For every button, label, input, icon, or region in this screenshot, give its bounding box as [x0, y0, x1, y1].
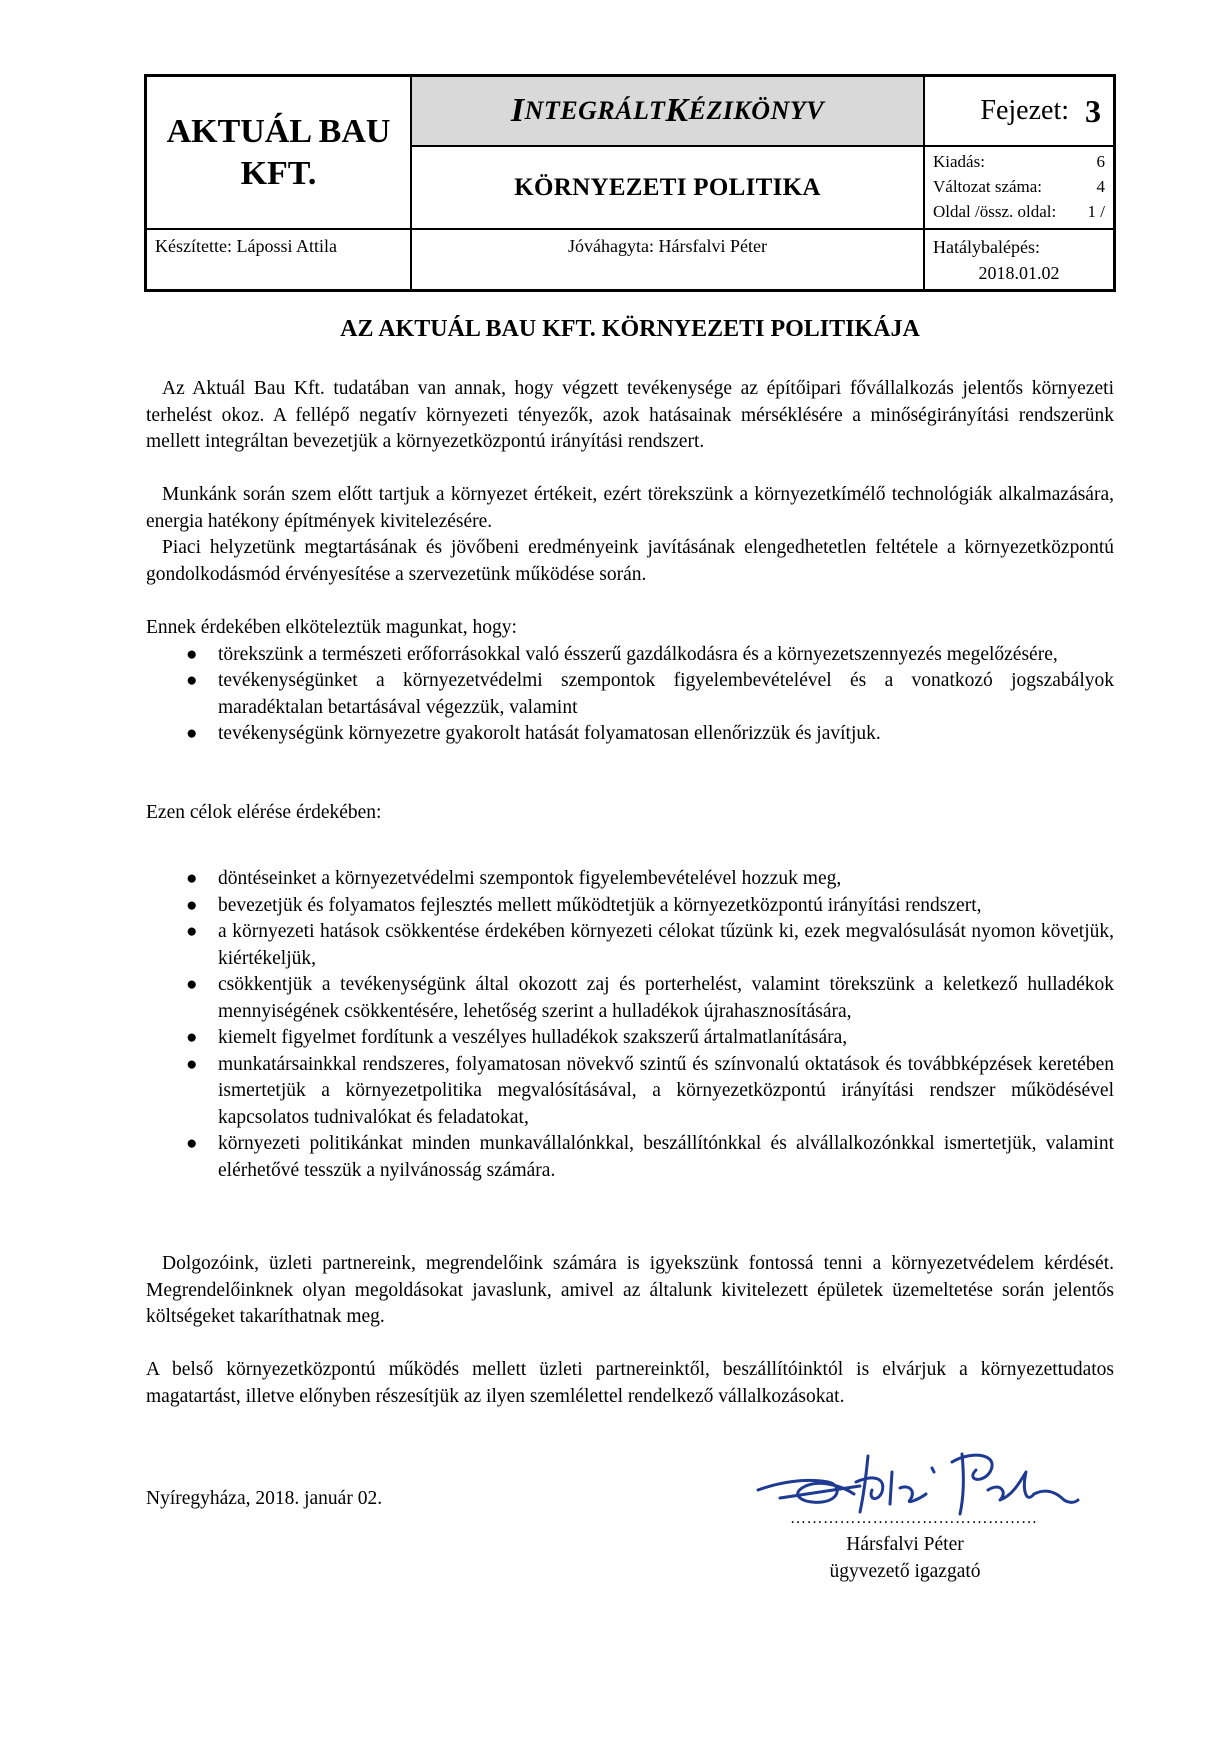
list-item-text: a környezeti hatások csökkentése érdekében környezeti célokat tűzünk ki, ezek megvalósulását nyomon követjük, kiértékeljük,: [218, 921, 1114, 969]
list-item: [146, 972, 1114, 1025]
list-item-text: döntéseinket a környezetvédelmi szempontok figyelembevételével hozzuk meg,: [218, 868, 842, 889]
list-item: [146, 866, 1114, 893]
company-name: AKTUÁL BAU KFT.: [147, 77, 412, 230]
bullet-icon: ●: [186, 1133, 198, 1154]
meta-row-version: [933, 174, 1105, 199]
list-item: [146, 668, 1114, 721]
paragraph-1: [146, 376, 1114, 456]
chapter-cell: [925, 77, 1113, 147]
list-item: [146, 919, 1114, 972]
list-item: [146, 1131, 1114, 1184]
paragraph-text: Dolgozóink, üzleti partnereink, megrendelőink számára is igyekszünk fontossá tenni a környezetvédelem kérdését. Megrendelőinknek olyan megoldásokat javaslunk, amivel az általunk kivitelezett épületek üzemeltetése során jelentős költségeket takaríthatnak meg.: [146, 1253, 1114, 1327]
bullet-icon: ●: [186, 723, 198, 744]
manual-title-part-b: ÉZIKÖNYV: [688, 96, 825, 125]
signer-title: ügyvezető igazgató: [829, 1561, 981, 1582]
paragraph-text: A belső környezetközpontú működés mellett üzleti partnereinktől, beszállítóinktól is elvárjuk a környezettudatos magatartást, illetve előnyben részesítjük az ilyen szemlélettel rendelkező vállalkozásokat.: [146, 1359, 1114, 1407]
chapter-number: 3: [1085, 92, 1101, 129]
list-item: [146, 721, 1114, 748]
approved-by: Jóváhagyta: Hársfalvi Péter: [412, 230, 925, 289]
list-item-text: tevékenységünket a környezetvédelmi szempontok figyelembevételével és a vonatkozó jogszabályok maradéktalan betartásával végezzük, valamint: [218, 670, 1114, 718]
bullet-icon: ●: [186, 643, 198, 665]
list-item-text: környezeti politikánkat minden munkavállalónkkal, beszállítónkkal és alvállalkozónkkal ismertetjük, valamint elérhetővé tesszük a nyilvánosság számára.: [218, 1133, 1114, 1181]
commitments-intro: Ennek érdekében elköteleztük magunkat, hogy:: [146, 617, 517, 638]
list-item: [146, 1025, 1114, 1052]
bullet-icon: ●: [186, 670, 198, 691]
commitments-section: [146, 615, 1114, 748]
meta-row-page: [933, 199, 1105, 224]
meta-row-edition: [933, 149, 1105, 174]
paragraph-4: [146, 1251, 1114, 1331]
list-item-text: tevékenységünk környezetre gyakorolt hatását folyamatosan ellenőrizzük és javítjuk.: [218, 723, 881, 744]
paragraph-3: [146, 535, 1114, 588]
list-item-text: törekszünk a természeti erőforrásokkal való ésszerű gazdálkodásra és a környezetszennyezés megelőzésére,: [218, 643, 1058, 665]
meta-value: 6: [1096, 152, 1105, 171]
list-item-text: kiemelt figyelmet fordítunk a veszélyes hulladékok szakszerű ártalmatlanítására,: [218, 1027, 848, 1048]
signature-line: ………………………………………: [790, 1510, 1038, 1527]
paragraph-text: Piaci helyzetünk megtartásának és jövőbeni eredményeink javításának elengedhetetlen feltétele a környezetközpontú gondolkodásmód érvényesítése a szervezetünk működése során.: [146, 537, 1114, 585]
bullet-icon: ●: [186, 894, 198, 916]
manual-title-i: I: [510, 92, 525, 129]
prepared-by: Készítette: Lápossi Attila: [147, 230, 412, 289]
meta-label: Kiadás:: [933, 152, 985, 171]
paragraph-5: [146, 1357, 1114, 1410]
list-item-text: bevezetjük és folyamatos fejlesztés mellett működtetjük a környezetközpontú irányítási rendszert,: [218, 894, 982, 916]
list-item: [146, 642, 1114, 669]
list-item-text: munkatársainkkal rendszeres, folyamatosan növekvő szintű és színvonalú oktatások és továbbképzések keretében ismertetjük a környezetpolitika megvalósításával, a környezetközpontú irányítási rendszer működésével kapcsolatos tudnivalókat és feladatokat,: [218, 1053, 1114, 1128]
meta-label: Oldal /össz. oldal:: [933, 202, 1057, 221]
paragraph-2: [146, 482, 1114, 535]
meta-label: Változat száma:: [933, 177, 1043, 196]
effective-date-cell: [925, 230, 1113, 289]
goals-list-wrapper: [146, 866, 1114, 1184]
effective-label: Hatálybalépés:: [933, 237, 1040, 257]
goals-list: [146, 866, 1114, 1184]
paragraph-text: Munkánk során szem előtt tartjuk a környezet értékeit, ezért törekszünk a környezetkímélő technológiák alkalmazására, energia hatékony építmények kivitelezésére.: [146, 484, 1114, 532]
bullet-icon: ●: [186, 921, 198, 942]
goals-intro: Ezen célok elérése érdekében:: [146, 802, 382, 823]
signer-name: Hársfalvi Péter: [846, 1534, 964, 1555]
bullet-icon: ●: [186, 1053, 198, 1075]
list-item: [146, 893, 1114, 920]
commitments-list: [146, 642, 1114, 748]
document-meta: [925, 147, 1113, 230]
document-header-table: [144, 74, 1116, 292]
effective-date: 2018.01.02: [978, 263, 1060, 283]
policy-heading: AZ AKTUÁL BAU KFT. KÖRNYEZETI POLITIKÁJA: [340, 316, 920, 342]
paragraph-text: Az Aktuál Bau Kft. tudatában van annak, hogy végzett tevékenysége az építőipari fővállalkozás jelentős környezeti terhelést okoz. A fellépő negatív környezeti tényezők, azok hatásainak mérséklésére a minőségirányítási rendszerünk mellett integráltan bevezetjük a környezetközpontú irányítási rendszert.: [146, 378, 1114, 452]
list-item-text: csökkentjük a tevékenységünk által okozott zaj és porterhelést, valamint törekszünk a keletkező hulladékok mennyiségének csökkentésére, lehetőség szerint a hulladékok újrahasznosítására,: [218, 974, 1114, 1022]
chapter-label: Fejezet:: [980, 95, 1069, 126]
place-and-date: Nyíregyháza, 2018. január 02.: [146, 1488, 383, 1509]
bullet-icon: ●: [186, 1027, 198, 1048]
goals-section: [146, 800, 1114, 827]
meta-value: 1 /: [1087, 202, 1105, 221]
manual-title-k: K: [665, 92, 689, 129]
list-item: [146, 1052, 1114, 1132]
manual-title: [412, 77, 925, 147]
document-title: KÖRNYEZETI POLITIKA: [412, 147, 925, 230]
meta-value: 4: [1096, 177, 1105, 196]
bullet-icon: ●: [186, 868, 198, 889]
manual-title-part-a: NTEGRÁLT: [524, 96, 666, 125]
bullet-icon: ●: [186, 974, 198, 995]
